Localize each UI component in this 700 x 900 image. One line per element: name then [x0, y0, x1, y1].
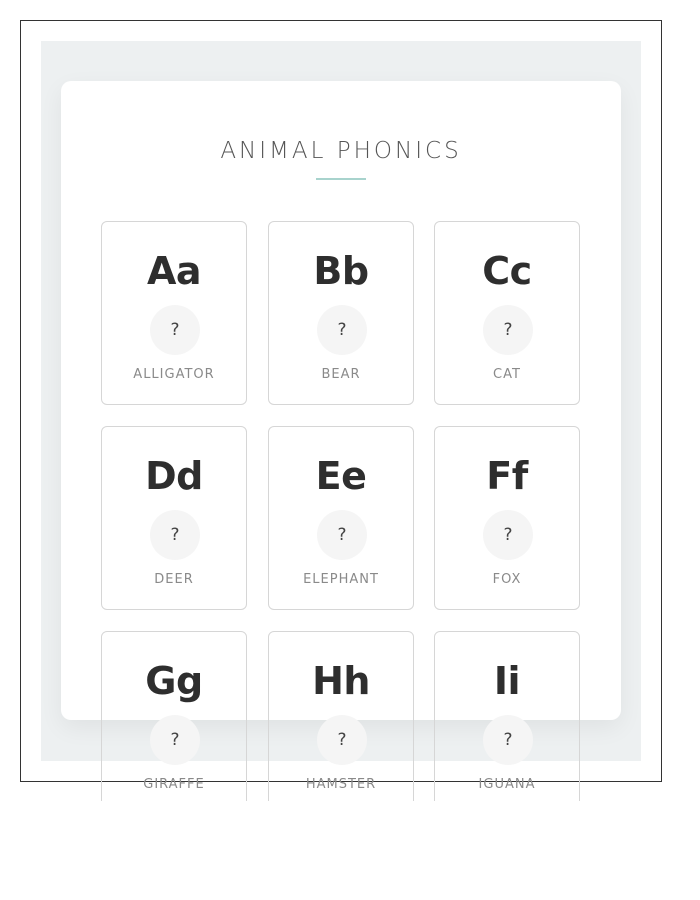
question-mark-icon[interactable]: ? [483, 510, 533, 560]
question-mark-icon[interactable]: ? [483, 305, 533, 355]
tile-animal-label: ALLIGATOR [133, 367, 215, 382]
tile-letter: Gg [145, 659, 203, 703]
letter-tile-d[interactable] [101, 426, 247, 610]
question-mark-icon[interactable]: ? [483, 715, 533, 765]
tile-letter: Ii [493, 659, 521, 703]
tile-letter: Aa [146, 249, 202, 293]
question-mark-icon[interactable]: ? [150, 510, 200, 560]
tile-animal-label: HAMSTER [305, 777, 377, 792]
letter-tile-h[interactable] [268, 631, 414, 801]
tile-animal-label: BEAR [321, 367, 361, 382]
tile-letter: Ee [315, 454, 367, 498]
letter-tile-a[interactable] [101, 221, 247, 405]
tile-animal-label: GIRAFFE [143, 777, 205, 792]
letter-tile-e[interactable] [268, 426, 414, 610]
letter-tile-f[interactable] [434, 426, 580, 610]
question-mark-icon[interactable]: ? [317, 305, 367, 355]
question-mark-icon[interactable]: ? [150, 715, 200, 765]
tile-animal-label: IGUANA [478, 777, 536, 792]
tile-animal-label: FOX [492, 572, 522, 587]
tile-letter: Dd [145, 454, 203, 498]
question-mark-icon[interactable]: ? [150, 305, 200, 355]
tile-animal-label: DEER [154, 572, 194, 587]
page-title: ANIMAL PHONICS [220, 138, 462, 164]
letter-tile-b[interactable] [268, 221, 414, 405]
tile-letter: Ff [486, 454, 528, 498]
question-mark-icon[interactable]: ? [317, 510, 367, 560]
tile-letter: Cc [482, 249, 532, 293]
tile-letter: Bb [313, 249, 369, 293]
letter-tile-g[interactable] [101, 631, 247, 801]
title-accent-divider [316, 178, 366, 180]
tile-animal-label: ELEPHANT [303, 572, 379, 587]
question-mark-icon[interactable]: ? [317, 715, 367, 765]
letter-tile-i[interactable] [434, 631, 580, 801]
letter-tile-c[interactable] [434, 221, 580, 405]
tile-letter: Hh [312, 659, 370, 703]
letter-grid [101, 221, 581, 801]
tile-animal-label: CAT [493, 367, 521, 382]
